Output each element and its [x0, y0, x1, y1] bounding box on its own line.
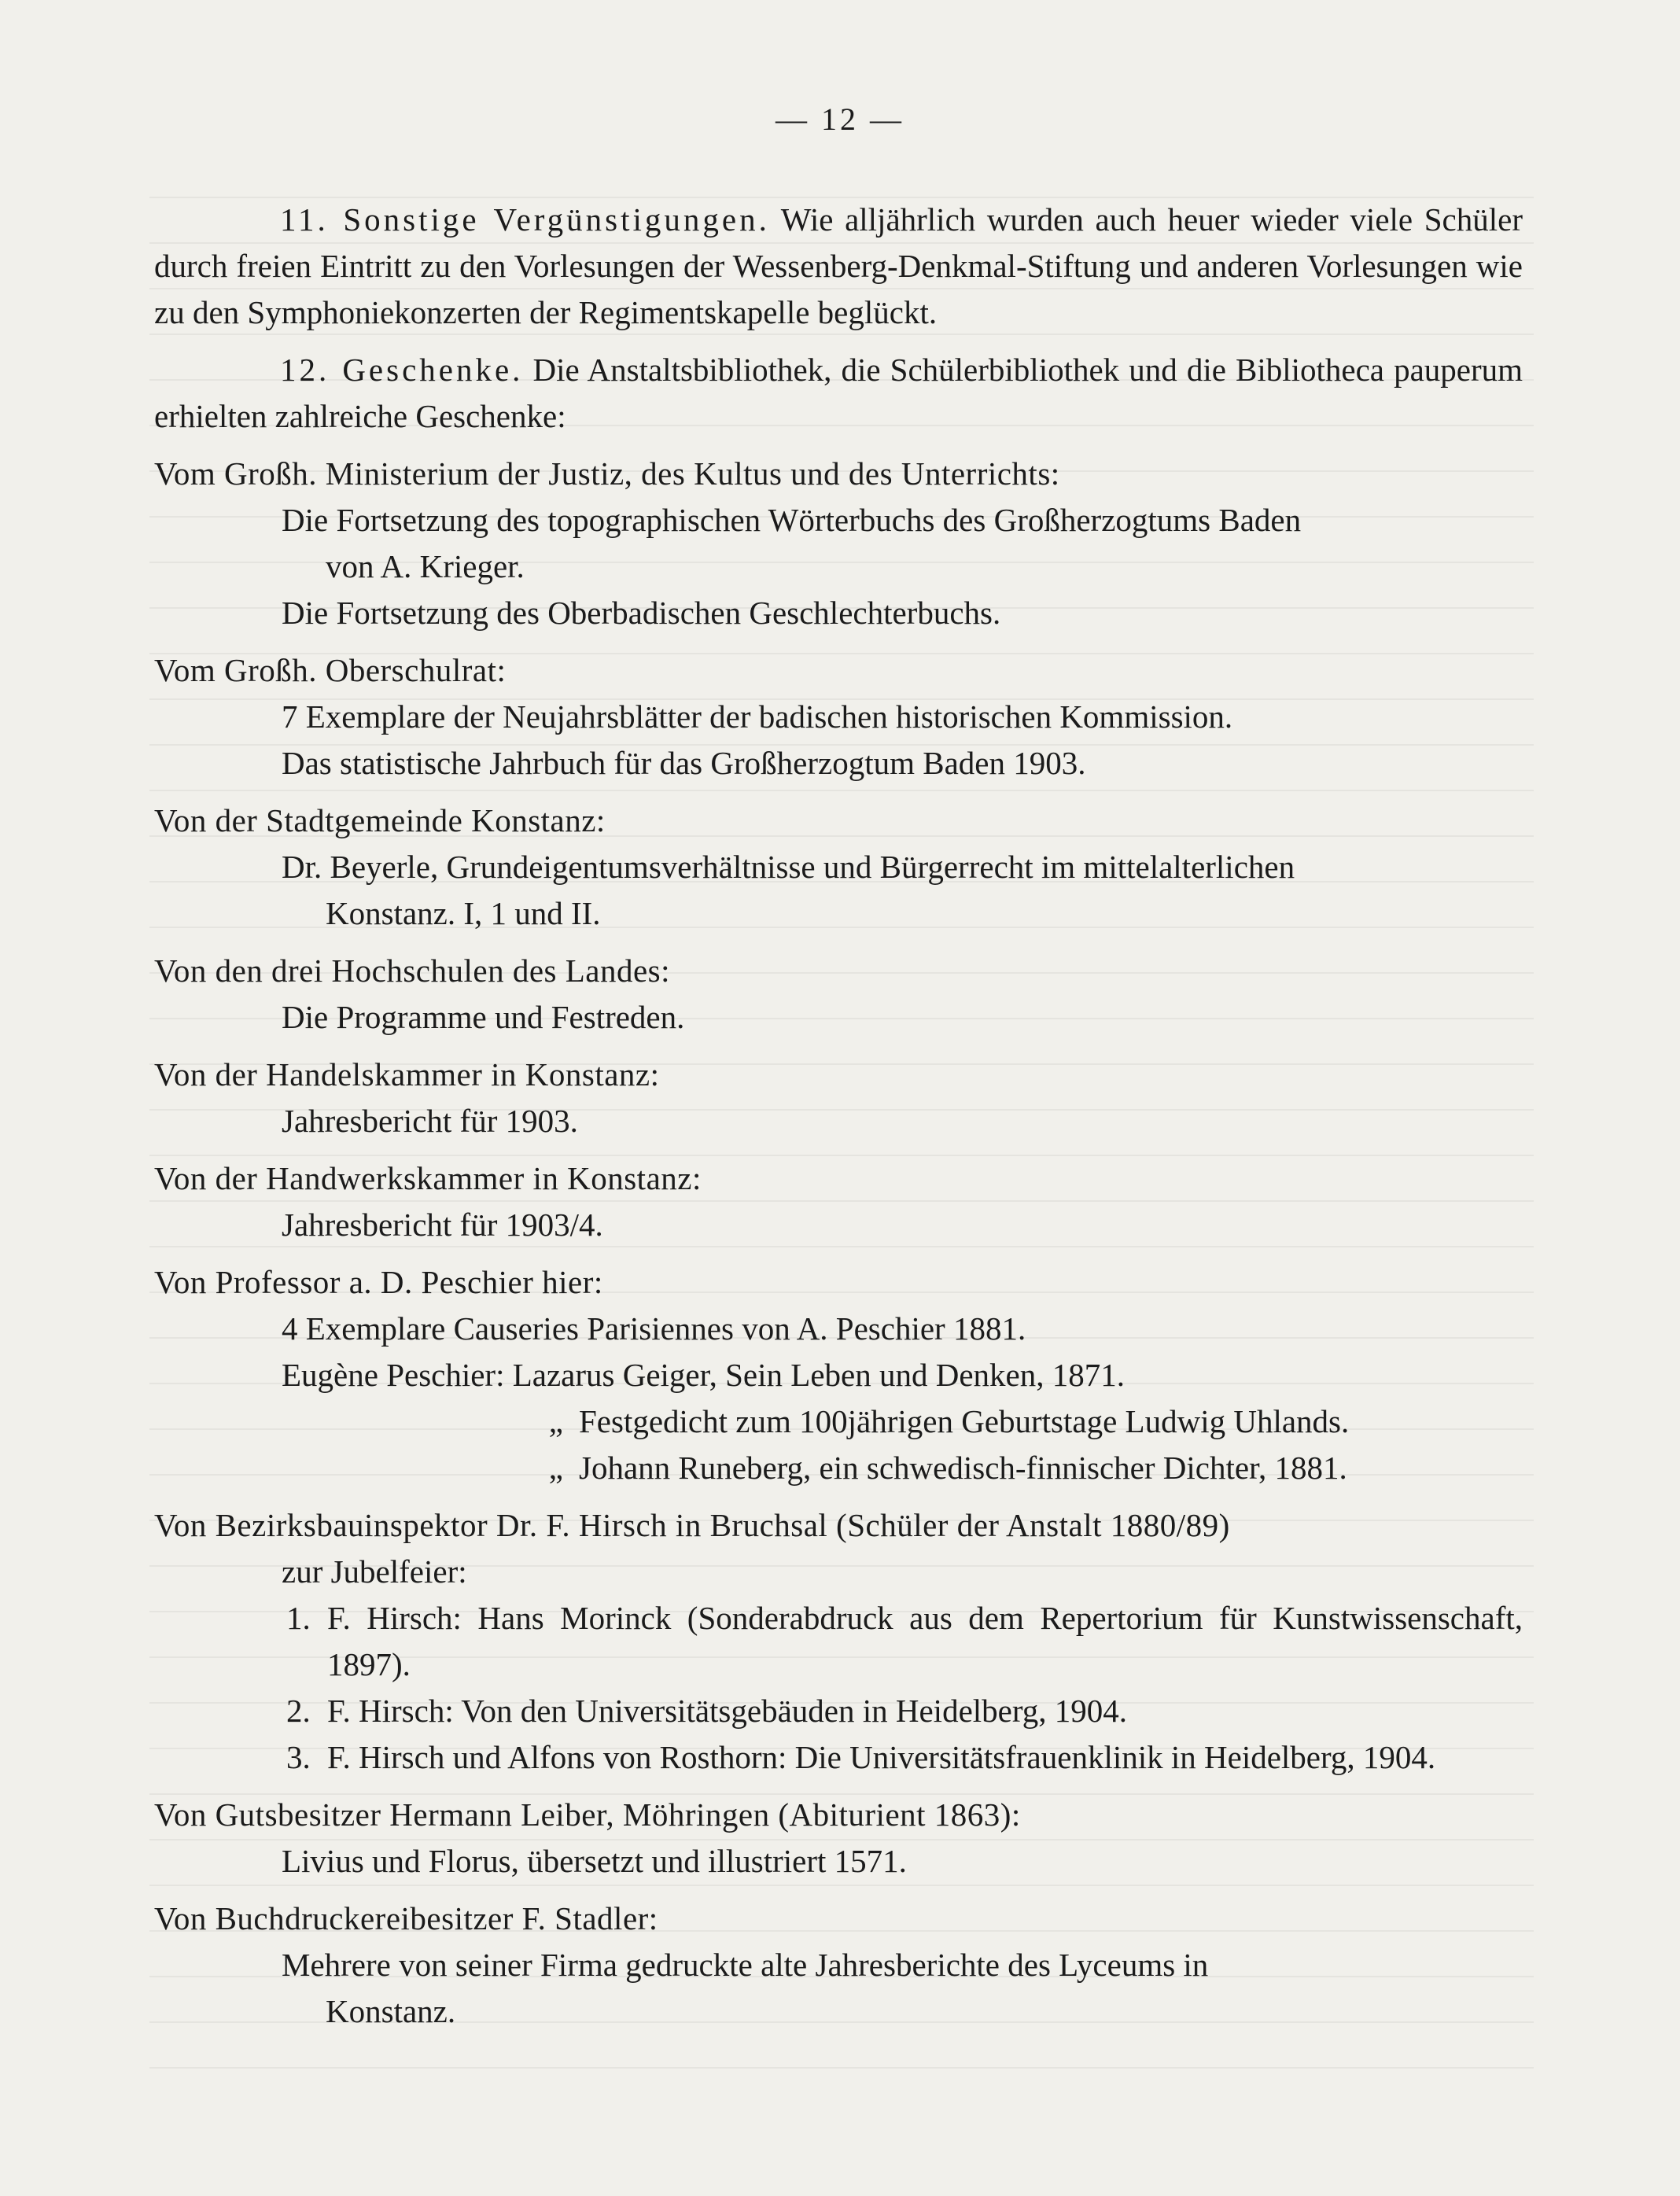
donor-section: [154, 798, 1523, 937]
donor-name: Von der Handwerkskammer in Konstanz:: [154, 1160, 702, 1196]
numbered-gift-item: [286, 1688, 1523, 1734]
donor-name: Vom Großh. Ministerium der Justiz, des Kultus und des Unterrichts:: [154, 455, 1060, 492]
page-number: — 12 —: [776, 101, 904, 137]
gift-item-ditto: [154, 1445, 1523, 1491]
heading-12: 12. Geschenke.: [280, 352, 524, 388]
donor-section: [154, 451, 1523, 636]
donor-name: Von der Handelskammer in Konstanz:: [154, 1056, 660, 1092]
donor-section: [154, 948, 1523, 1041]
donor-name: Von Professor a. D. Peschier hier:: [154, 1264, 603, 1300]
gift-item: Jahresbericht für 1903/4.: [282, 1207, 603, 1243]
donor-name: Von der Stadtgemeinde Konstanz:: [154, 802, 606, 838]
item-text: F. Hirsch: Von den Universitätsgebäuden in Heidelberg, 1904.: [327, 1693, 1128, 1729]
item-number: 2.: [286, 1693, 311, 1729]
gift-item: 4 Exemplare Causeries Parisiennes von A. Peschier 1881.: [282, 1310, 1026, 1347]
gift-item: Dr. Beyerle, Grundeigentumsverhältnisse und Bürgerrecht im mittelalterlichen: [282, 849, 1295, 885]
donor-list: [154, 451, 1523, 2035]
gift-item: Mehrere von seiner Firma gedruckte alte Jahresberichte des Lyceums in: [282, 1947, 1209, 1983]
donor-name: Von Buchdruckereibesitzer F. Stadler:: [154, 1900, 658, 1936]
ditto-text: Johann Runeberg, ein schwedisch-finnischer Dichter, 1881.: [579, 1450, 1347, 1486]
ditto-text: Festgedicht zum 100jährigen Geburtstage Ludwig Uhlands.: [579, 1403, 1350, 1439]
paragraph-12: [154, 347, 1523, 440]
gift-item: Eugène Peschier: Lazarus Geiger, Sein Leben und Denken, 1871.: [282, 1357, 1125, 1393]
donor-section: [154, 1155, 1523, 1248]
donor-section: [154, 1259, 1523, 1491]
donor-name: Vom Großh. Oberschulrat:: [154, 652, 507, 688]
donor-section: [154, 1896, 1523, 2035]
item-number: 1.: [286, 1600, 311, 1636]
donor-name-continued: zur Jubelfeier:: [282, 1553, 467, 1590]
item-text: F. Hirsch und Alfons von Rosthorn: Die Universitätsfrauenklinik in Heidelberg, 1904.: [327, 1739, 1436, 1775]
gift-item: Die Fortsetzung des topographischen Wörterbuchs des Großherzogtums Baden: [282, 502, 1302, 538]
numbered-gift-item: [286, 1595, 1523, 1688]
ditto-mark: „: [548, 1403, 563, 1439]
gift-item: Konstanz. I, 1 und II.: [326, 895, 601, 931]
gift-item: von A. Krieger.: [326, 548, 525, 584]
ditto-mark: „: [548, 1450, 563, 1486]
donor-name: Von Gutsbesitzer Hermann Leiber, Möhringen (Abiturient 1863):: [154, 1796, 1021, 1833]
item-number: 3.: [286, 1739, 311, 1775]
donor-section: [154, 1792, 1523, 1885]
donor-section: [154, 647, 1523, 787]
donor-section: [154, 1052, 1523, 1144]
item-text: F. Hirsch: Hans Morinck (Sonderabdruck aus dem Repertorium für Kunstwissenschaft, 1897).: [327, 1600, 1523, 1682]
gift-item: Livius und Florus, übersetzt und illustriert 1571.: [282, 1843, 907, 1879]
gift-item: Die Fortsetzung des Oberbadischen Geschlechterbuchs.: [282, 595, 1001, 631]
page-body: [154, 197, 1523, 2035]
heading-11: 11. Sonstige Vergünstigungen.: [280, 201, 770, 238]
gift-item: Das statistische Jahrbuch für das Großherzogtum Baden 1903.: [282, 745, 1086, 781]
gift-item: Die Programme und Festreden.: [282, 999, 685, 1035]
text-11: Wie alljährlich wurden auch heuer wieder viele Schüler durch freien Eintritt zu den Vorlesungen der Wessenberg-Denkmal-Stiftung und anderen Vorlesungen wie zu den Symphoniekonzerten der Regimentskapelle beglückt.: [154, 201, 1523, 330]
numbered-gift-item: [286, 1734, 1523, 1781]
gift-item-ditto: [154, 1398, 1523, 1445]
donor-name: Von den drei Hochschulen des Landes:: [154, 952, 671, 989]
text-12: Die Anstaltsbibliothek, die Schülerbibliothek und die Bibliotheca pauperum erhielten zahlreiche Geschenke:: [154, 352, 1523, 434]
donor-section: [154, 1502, 1523, 1781]
donor-name: Von Bezirksbauinspektor Dr. F. Hirsch in Bruchsal (Schüler der Anstalt 1880/89): [154, 1507, 1230, 1543]
gift-item: 7 Exemplare der Neujahrsblätter der badischen historischen Kommission.: [282, 698, 1233, 735]
paragraph-11: [154, 197, 1523, 336]
gift-item: Jahresbericht für 1903.: [282, 1103, 578, 1139]
gift-item: Konstanz.: [326, 1993, 456, 2029]
